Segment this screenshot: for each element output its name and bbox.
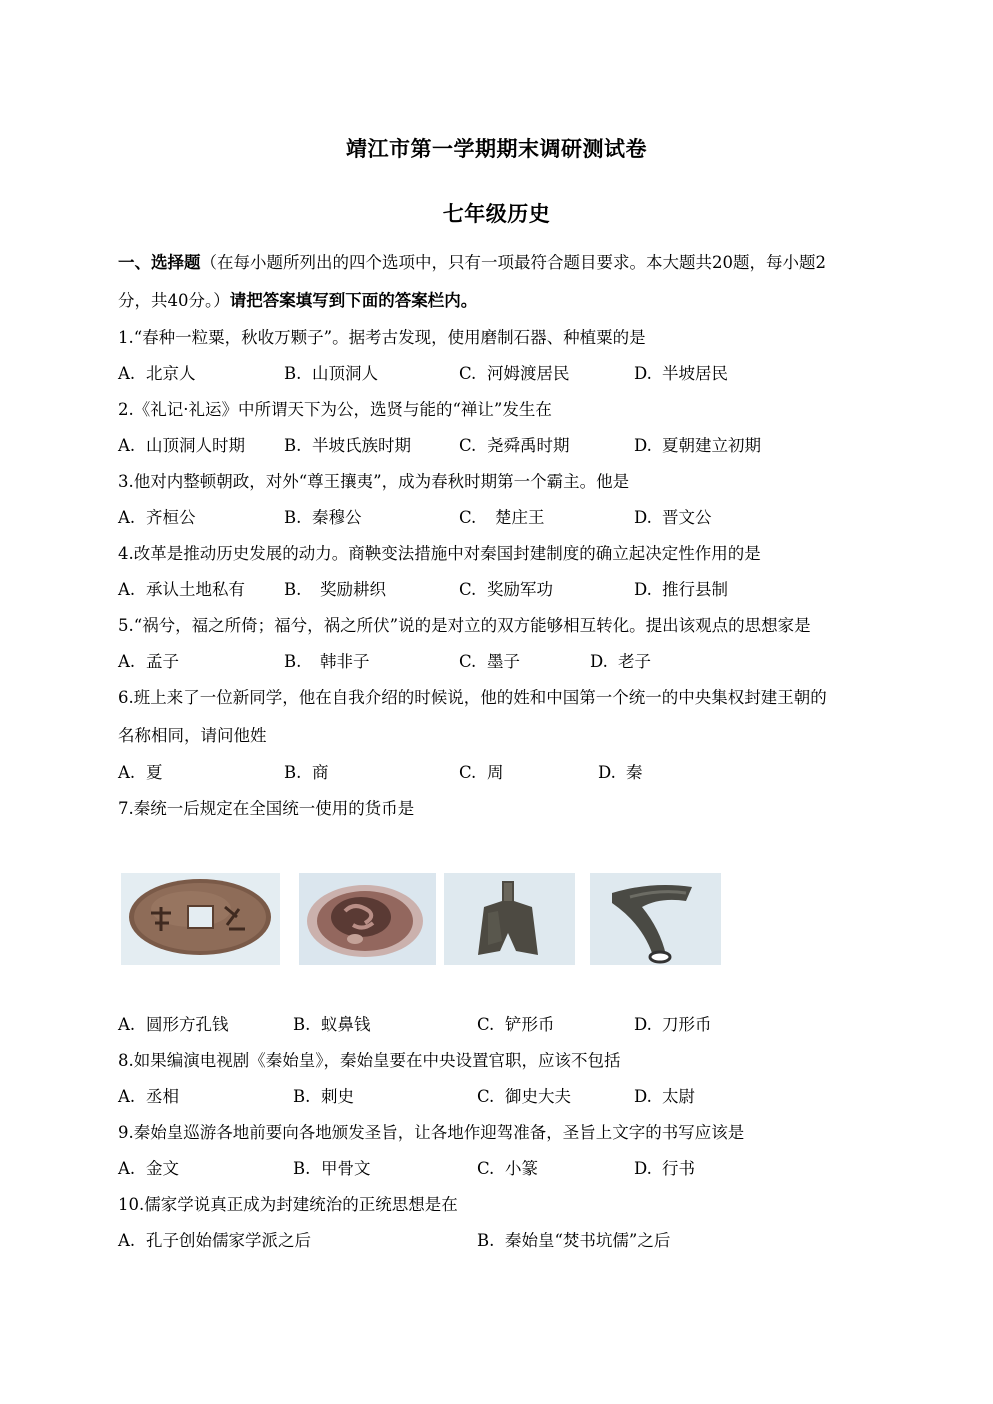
option-a: A. 夏 [118, 763, 163, 782]
instructions-text-cont: 分，共40分。） [118, 291, 230, 310]
option-b: B. 蚁鼻钱 [293, 1015, 371, 1034]
option-a: A. 山顶洞人时期 [118, 436, 245, 455]
option-d: D. 太尉 [634, 1087, 695, 1106]
option-c: C. 河姆渡居民 [459, 364, 570, 383]
option-c: C. 奖励军功 [459, 580, 553, 599]
question-stem: 7.秦统一后规定在全国统一使用的货币是 [118, 799, 415, 818]
question-stem: 5.“祸兮，福之所倚；福兮，祸之所伏”说的是对立的双方能够相互转化。提出该观点的思想家是 [118, 616, 811, 635]
option-c: C. 墨子 [459, 652, 520, 671]
question-stem: 9.秦始皇巡游各地前要向各地颁发圣旨，让各地作迎驾准备，圣旨上文字的书写应该是 [118, 1123, 745, 1142]
option-c: C. 御史大夫 [477, 1087, 571, 1106]
option-d: D. 推行县制 [634, 580, 728, 599]
option-c: C. 小篆 [477, 1159, 538, 1178]
section-instructions-cont [118, 291, 477, 311]
option-d: D. 夏朝建立初期 [634, 436, 761, 455]
option-a: A. 圆形方孔钱 [118, 1015, 229, 1034]
question-stem: 10.儒家学说真正成为封建统治的正统思想是在 [118, 1195, 458, 1214]
question-stem: 1.“春种一粒粟，秋收万颗子”。据考古发现，使用磨制石器、种植粟的是 [118, 328, 646, 347]
section-heading: 一、选择题 [118, 253, 201, 272]
option-d: D. 晋文公 [634, 508, 712, 527]
option-a: A. 齐桓公 [118, 508, 196, 527]
question-stem-cont: 名称相同，请问他姓 [118, 726, 267, 745]
exam-title: 靖江市第一学期期末调研测试卷 [346, 136, 647, 161]
question-stem: 8.如果编演电视剧《秦始皇》，秦始皇要在中央设置官职，应该不包括 [118, 1051, 621, 1070]
option-d: D. 半坡居民 [634, 364, 728, 383]
option-c: C. 楚庄王 [459, 508, 545, 527]
option-b: B. 甲骨文 [293, 1159, 371, 1178]
spade-coin-image [444, 873, 575, 965]
instructions-text: （在每小题所列出的四个选项中，只有一项最符合题目要求。本大题共20题，每小题2 [200, 253, 826, 272]
section-instructions [118, 253, 826, 273]
question-stem: 4.改革是推动历史发展的动力。商鞅变法措施中对秦国封建制度的确立起决定性作用的是 [118, 544, 761, 563]
option-d: D. 秦 [598, 763, 643, 782]
answer-note: 请把答案填写到下面的答案栏内。 [229, 291, 478, 310]
option-b: B. 秦始皇“焚书坑儒”之后 [477, 1231, 671, 1250]
option-d: D. 行书 [634, 1159, 695, 1178]
option-b: B. 刺史 [293, 1087, 354, 1106]
option-a: A. 金文 [118, 1159, 179, 1178]
round-coin-image [121, 873, 280, 965]
option-c: C. 尧舜禹时期 [459, 436, 570, 455]
option-a: A. 孟子 [118, 652, 179, 671]
option-a: A. 孔子创始儒家学派之后 [118, 1231, 311, 1250]
option-a: A. 丞相 [118, 1087, 179, 1106]
exam-subtitle: 七年级历史 [442, 201, 551, 226]
option-c: C. 周 [459, 763, 504, 782]
option-b: B. 半坡氏族时期 [284, 436, 411, 455]
option-b: B. 商 [284, 763, 329, 782]
option-b: B. 山顶洞人 [284, 364, 378, 383]
option-a: A. 承认土地私有 [118, 580, 245, 599]
question-stem: 6.班上来了一位新同学，他在自我介绍的时候说，他的姓和中国第一个统一的中央集权封建王朝的 [118, 688, 827, 707]
option-b: B. 韩非子 [284, 652, 370, 671]
ant-nose-coin-image [299, 873, 436, 965]
question-stem: 2.《礼记·礼运》中所谓天下为公，选贤与能的“禅让”发生在 [118, 400, 552, 419]
option-a: A. 北京人 [118, 364, 196, 383]
knife-coin-image [590, 873, 721, 965]
option-c: C. 铲形币 [477, 1015, 555, 1034]
option-b: B. 秦穆公 [284, 508, 362, 527]
option-d: D. 老子 [590, 652, 651, 671]
option-d: D. 刀形币 [634, 1015, 712, 1034]
question-stem: 3.他对内整顿朝政，对外“尊王攘夷”，成为春秋时期第一个霸主。他是 [118, 472, 630, 491]
option-b: B. 奖励耕织 [284, 580, 386, 599]
